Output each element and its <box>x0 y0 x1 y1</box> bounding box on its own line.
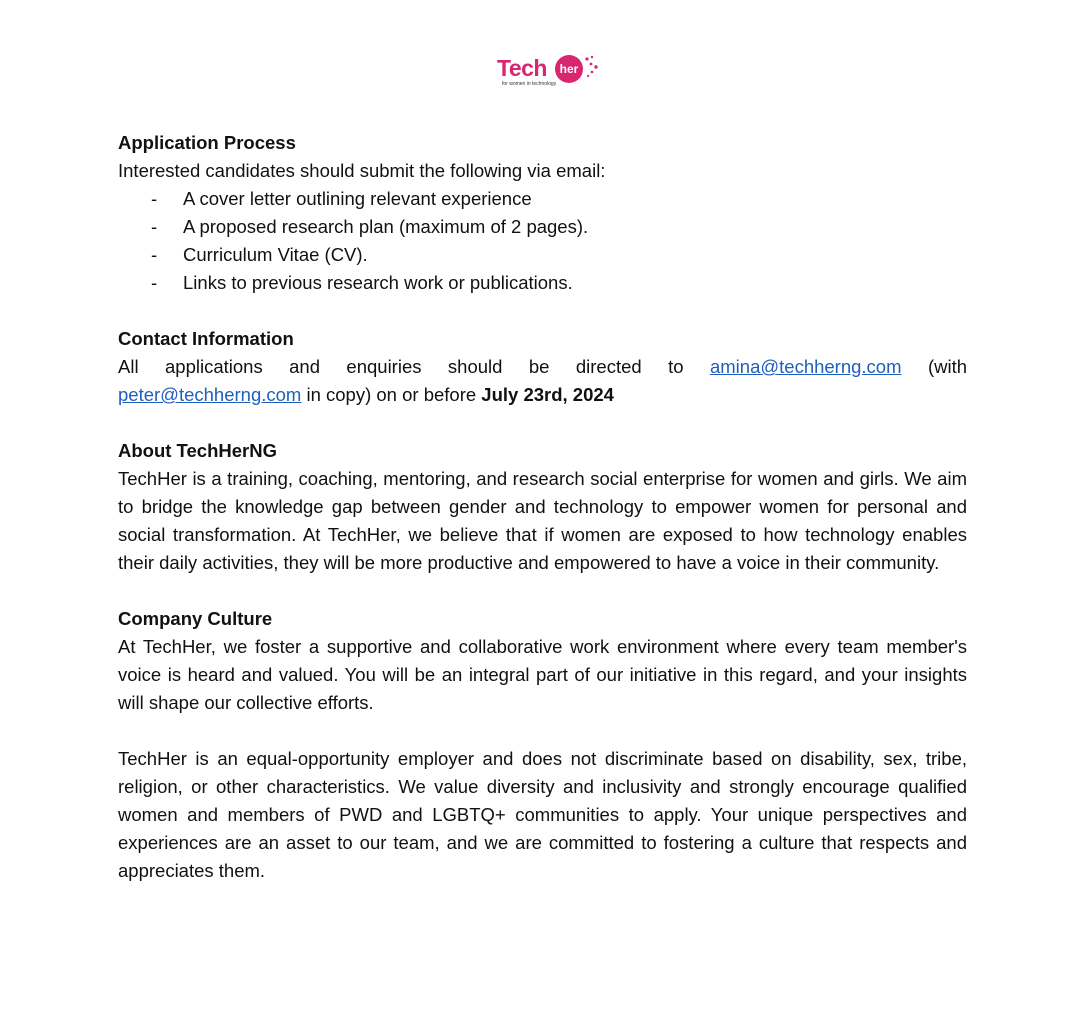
application-list <box>118 185 967 297</box>
list-item: - A proposed research plan (maximum of 2 pages). <box>118 213 967 241</box>
list-item: - Links to previous research work or publications. <box>118 269 967 297</box>
techher-logo <box>497 52 607 88</box>
contact-line-1: All applications and enquiries should be directed to amina@techherng.com (with <box>118 356 968 377</box>
culture-body: At TechHer, we foster a supportive and collaborative work environment where every team member's voice is heard and valued. You will be an integral part of our initiative in this regard, and your insights will shape our collective efforts. <box>118 636 967 713</box>
equal-opportunity-section <box>118 745 967 885</box>
email-link-amina[interactable]: amina@techherng.com <box>709 356 902 377</box>
dash-bullet: - <box>151 272 158 293</box>
list-item: - Curriculum Vitae (CV). <box>118 241 967 269</box>
contact-section <box>118 325 967 409</box>
dash-bullet: - <box>151 244 158 265</box>
deadline-date: July 23rd, 2024 <box>481 384 614 405</box>
document-body <box>118 129 967 913</box>
application-intro: Interested candidates should submit the following via email: <box>118 160 606 181</box>
email-link-peter[interactable]: peter@techherng.com <box>118 384 302 405</box>
logo-tagline: for women in technology <box>502 81 557 87</box>
application-section <box>118 129 967 297</box>
about-body: TechHer is a training, coaching, mentoring, and research social enterprise for women and girls. We aim to bridge the knowledge gap between gender and technology to empower women for personal and social transformation. At TechHer, we believe that if women are exposed to how technology enables their daily activities, they will be more productive and empowered to have a voice in their community. <box>118 468 967 573</box>
dash-bullet: - <box>151 216 158 237</box>
dash-bullet: - <box>151 188 158 209</box>
list-item: - A cover letter outlining relevant experience <box>118 185 967 213</box>
contact-heading: Contact Information <box>118 328 294 349</box>
contact-line-2: peter@techherng.com in copy) on or before July 23rd, 2024 <box>118 384 614 405</box>
logo-her-badge: her <box>555 55 583 83</box>
culture-heading: Company Culture <box>118 608 273 629</box>
equal-opportunity-body: TechHer is an equal-opportunity employer and does not discriminate based on disability, sex, tribe, religion, or other characteristics. We value diversity and inclusivity and strongly encourage qualified women and members of PWD and LGBTQ+ communities to apply. Your unique perspectives and experiences are an asset to our team, and we are committed to fostering a culture that respects and appreciates them. <box>118 748 967 881</box>
logo-dots-icon <box>583 54 599 84</box>
application-heading: Application Process <box>118 132 296 153</box>
about-section <box>118 437 967 577</box>
about-heading: About TechHerNG <box>118 440 277 461</box>
logo-wordmark: Tech <box>497 55 547 81</box>
culture-section <box>118 605 967 717</box>
